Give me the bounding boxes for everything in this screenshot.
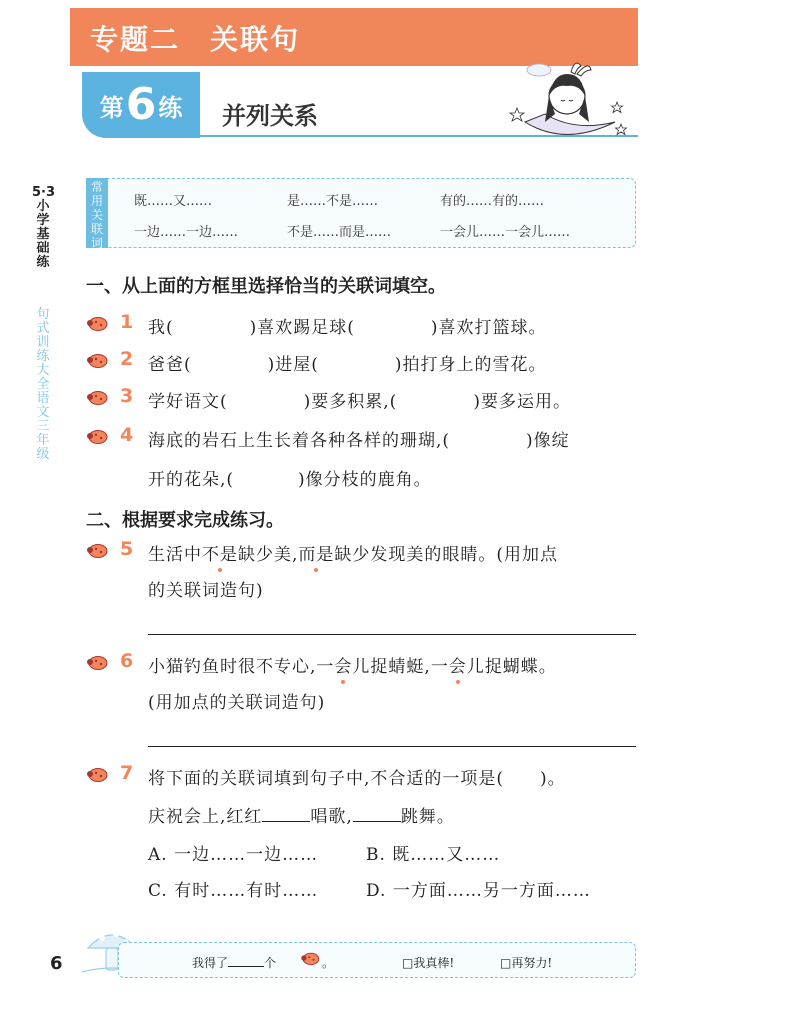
question-number: 4 xyxy=(120,424,134,446)
lesson-number: 6 xyxy=(125,79,157,130)
word-item: 一会儿……一会儿…… xyxy=(440,225,571,240)
question-text-continued: (用加点的关联词造句) xyxy=(148,693,326,713)
mascot-girl-moon-illustration xyxy=(505,52,635,140)
ladybug-icon xyxy=(300,951,320,965)
lesson-badge xyxy=(82,72,200,138)
word-item: 不是……而是…… xyxy=(287,225,392,240)
emphasized-conjunction: 而是 xyxy=(298,545,335,565)
ladybug-icon xyxy=(86,542,108,558)
option-c[interactable]: C. 有时……有时…… xyxy=(148,881,319,901)
topic-title: 专题二 关联句 xyxy=(90,23,301,56)
emphasized-conjunction: 不是 xyxy=(202,545,238,565)
question-text: 海底的岩石上生长着各种各样的珊瑚,( )像绽 xyxy=(148,431,570,451)
word-item: 一边……一边…… xyxy=(134,225,239,240)
question-text: 我( )喜欢踢足球( )喜欢打篮球。 xyxy=(148,318,547,338)
ladybug-icon xyxy=(86,315,108,331)
fill-sentence: 庆祝会上,红红 唱歌, 跳舞。 xyxy=(148,807,455,827)
page-number: 6 xyxy=(50,953,63,974)
score-blank[interactable] xyxy=(228,966,264,967)
emphasized-conjunction: 一会儿 xyxy=(430,657,485,677)
word-box-tab: 常用关联词 xyxy=(86,178,108,248)
question-text-continued: 开的花朵,( )像分枝的鹿角。 xyxy=(148,470,432,490)
question-number: 6 xyxy=(120,650,134,672)
try-again-checkbox[interactable]: □再努力! xyxy=(500,956,553,970)
option-b[interactable]: B. 既……又…… xyxy=(366,845,501,865)
score-label: 我得了 个 xyxy=(192,956,277,970)
word-item: 既……又…… xyxy=(134,194,213,209)
ladybug-icon xyxy=(86,766,108,782)
question-text: 生活中不是缺少美,而是缺少发现美的眼睛。(用加点 xyxy=(148,545,559,565)
lesson-prefix: 第 xyxy=(99,93,124,122)
lesson-suffix: 练 xyxy=(158,93,183,122)
question-text: 爸爸( )进屋( )拍打身上的雪花。 xyxy=(148,355,547,375)
great-checkbox[interactable]: □我真棒! xyxy=(402,956,455,970)
question-text: 小猫钓鱼时很不专心,一会儿捉蜻蜓,一会儿捉蝴蝶。 xyxy=(148,657,557,677)
ladybug-icon xyxy=(86,654,108,670)
question-number: 2 xyxy=(120,348,134,370)
brand-vertical-label: 5·3小学基础练 xyxy=(32,185,56,270)
word-item: 是……不是…… xyxy=(287,194,379,209)
question-text: 将下面的关联词填到句子中,不合适的一项是( )。 xyxy=(148,769,566,789)
lesson-title: 并列关系 xyxy=(222,102,318,130)
word-item: 有的……有的…… xyxy=(440,194,545,209)
question-number: 7 xyxy=(120,762,134,784)
series-vertical-label: 句式训练大全 语文 三年级 xyxy=(36,307,63,462)
section-two-heading: 二、根据要求完成练习。 xyxy=(86,510,284,531)
question-number: 3 xyxy=(120,385,134,407)
emphasized-conjunction: 一会儿 xyxy=(316,657,371,677)
ladybug-icon xyxy=(86,428,108,444)
fill-blank[interactable] xyxy=(353,821,401,822)
section-one-heading: 一、从上面的方框里选择恰当的关联词填空。 xyxy=(86,276,446,297)
fill-blank[interactable] xyxy=(262,821,310,822)
question-number: 1 xyxy=(120,311,134,333)
question-text: 学好语文( )要多积累,( )要多运用。 xyxy=(148,392,571,412)
option-d[interactable]: D. 一方面……另一方面…… xyxy=(366,881,591,901)
question-text-continued: 的关联词造句) xyxy=(148,581,264,601)
option-a[interactable]: A. 一边……一边…… xyxy=(148,845,319,865)
period-mark: 。 xyxy=(322,956,335,970)
question-number: 5 xyxy=(120,538,134,560)
ladybug-icon xyxy=(86,389,108,405)
ladybug-icon xyxy=(86,352,108,368)
answer-line[interactable] xyxy=(148,634,636,635)
answer-line[interactable] xyxy=(148,746,636,747)
